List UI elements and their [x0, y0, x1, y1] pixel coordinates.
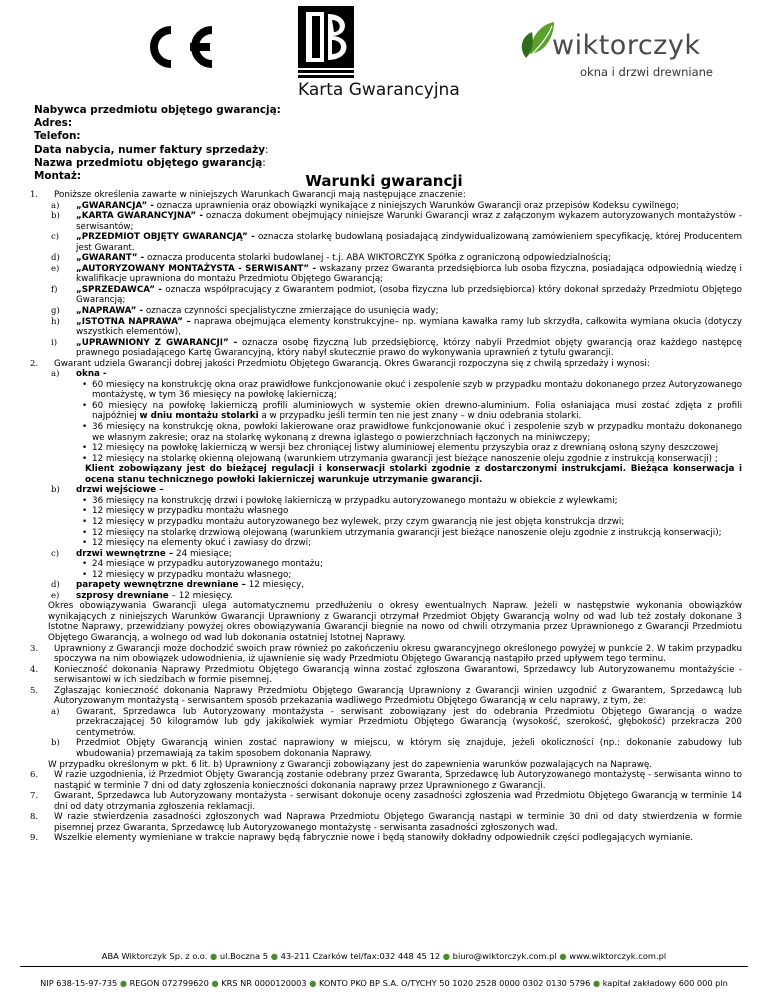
def-h: h) „ISTOTNA NAPRAWA” – naprawa obejmująca elementy konstrukcyjne– np. wymiana kawałka ramy lub skrzydła, całkowita wymiana okucia (dotyczy wszystkich elementów),	[51, 316, 742, 338]
footer-email: biuro@wiktorczyk.com.pl	[452, 951, 557, 961]
list-item: • 12 miesięcy w przypadku montażu autoryzowanego bez wylewek, przy czym gwarancją nie jest objęta konstrukcja drzwi;	[82, 516, 625, 527]
list-item: • 60 miesięcy na konstrukcję okna oraz prawidłowe funkcjonowanie okuć i zespolenie szyb w przypadku montażu dokonanego przez Autoryzowanego montażystę, w tym 36 miesięcy na powłokę lakierniczą;	[82, 379, 742, 401]
windows-heading: a) okna -	[51, 369, 107, 380]
warranty-extension-paragraph: Okres obowiązywania Gwarancji ulega automatycznemu przedłużeniu o okresy ewentualnych Napraw. Jeżeli w następstwie wykonania obowiązków wynikających z niniejszych Warunków Gwarancji Uprawniony z Gwarancji otrzymał Przedmiot Objęty Gwarancją wolny od wad lub też zostały dokonane 3 Istotne Naprawy, przewidziany powyżej okres obowiązywania Gwarancji biegnie na nowo od chwili otrzymania przez Uprawnionego z Gwarancji Przedmiotu Objętego Gwarancją, a wolnego od wad lub dokonania ostatniej Istotnej Naprawy.	[48, 601, 742, 643]
section-9: 9. Wszelkie elementy wymieniane w trakcie naprawy będą fabrycznie nowe i będą stanowiły dokładny odpowiednik części podlegających wymianie.	[30, 833, 694, 844]
section-8: 8. W razie stwierdzenia zasadności zgłoszonych wad Naprawa Przedmiotu Objętego Gwarancją nastąpi w terminie 30 dni od daty stwierdzenia w formie pisemnej przez Gwaranta, Sprzedawcę lub Autoryzowanego montażystę - serwisanta zasadności zgłoszonych wad.	[30, 812, 742, 833]
footer-divider	[20, 966, 748, 967]
sills-heading: d) parapety wewnętrzne drewniane – 12 miesięcy,	[51, 580, 305, 591]
product-name-label: Nazwa przedmiotu objętego gwarancją:	[34, 156, 266, 169]
list-item: • 36 miesięcy na konstrukcję okna, powłoki lakierowane oraz prawidłowe funkcjonowanie okuć i zespolenie szyb w przypadku montażu dokonanego we własnym zakresie; oraz na stolarkę wykonaną z drewna iglastego o powierzchniach łączonych na miniwczepy;	[82, 422, 742, 443]
list-item: • 12 miesięcy na elementy okuć i zawiasy do drzwi;	[82, 538, 312, 549]
section-5-after: W przypadku określonym w pkt. 6 lit. b) Uprawniony z Gwarancji zobowiązany jest do zapewnienia warunków pozwalających na Naprawę.	[48, 759, 653, 770]
footer-company-line: ABA Wiktorczyk Sp. z o.o. ● ul.Boczna 5 ● 43-211 Czarków tel/fax:032 448 45 12 ● biuro@wiktorczyk.com.pl ● www.wiktorczyk.com.pl	[101, 951, 667, 961]
section-2: 2. Gwarant udziela Gwarancji dobrej jakości Przedmiotu Objętego Gwarancją. Okres Gwarancji rozpoczyna się z chwilą sprzedaży i wynosi:	[30, 358, 650, 369]
entrance-doors-heading: b) drzwi wejściowe –	[51, 485, 164, 496]
footer-registry-line: NIP 638-15-97-735 ● REGON 072799620 ● KRS NR 0000120003 ● KONTO PKO BP S.A. O/TYCHY 50 1020 2528 0000 0302 0130 5796 ● kapitał zakładowy 600 000 pln	[40, 978, 728, 988]
section-1: 1. Poniższe określenia zawarte w niniejszych Warunkach Gwarancji mają następujące znaczenie:	[30, 190, 466, 200]
list-item: • 60 miesięcy na powłokę lakierniczą profili aluminiowych w systemie okien drewno-aluminium. Folia osłaniająca musi zostać zdjęta z profili najpóźniej w dniu montażu stolarki a w przypadku jeśli termin ten nie jest znany – w dniu odebrania stolarki.	[82, 400, 742, 422]
header	[0, 0, 768, 100]
maintenance-note: Klient zobowiązany jest do bieżącej regulacji i konserwacji stolarki zgodnie z dostarczonymi instrukcjami. Bieżąca konserwacja i ocena stanu technicznego powłoki lakierniczej warunkuje utrzymanie gwarancji.	[85, 464, 742, 485]
def-a: a) „GWARANCJA” - oznacza uprawnienia oraz obowiązki wynikające z niniejszych Warunków Gwarancji oraz przepisów Kodeksu cywilnego;	[51, 200, 679, 211]
interior-doors-heading: c) drzwi wewnętrzne – 24 miesiące;	[51, 548, 232, 559]
list-item: • 36 miesięcy na konstrukcję drzwi i powłokę lakierniczą w przypadku autoryzowanego montażu w obiekcie z wylewkami;	[82, 495, 618, 506]
def-g: g) „NAPRAWA” - oznacza czynności specjalistyczne zmierzające do usunięcia wady;	[51, 306, 439, 317]
section-4: 4. Konieczność dokonania Naprawy Przedmiotu Objętego Gwarancją winna zostać zgłoszona Gwarantowi, Sprzedawcy lub Autoryzowanemu montażyście - serwisantowi w ich siedzibach w formie pisemnej.	[30, 664, 742, 686]
def-c: c) „PRZEDMIOT OBJĘTY GWARANCJĄ” - oznacza stolarkę budowlaną posiadającą zindywidualizowaną zamówieniem specyfikację, której Producentem jest Gwarant.	[51, 232, 743, 253]
def-b: b) „KARTA GWARANCYJNA” - oznacza dokument obejmujący niniejsze Warunki Gwarancji wraz z załączonym wykazem autoryzowanych montażystów - serwisantów;	[51, 211, 742, 232]
phone-label: Telefon:	[34, 130, 81, 143]
list-item: • 12 miesięcy w przypadku montażu własnego	[82, 506, 289, 517]
section-6: 6. W razie uzgodnienia, iż Przedmiot Objęty Gwarancją zostanie odebrany przez Gwaranta, Sprzedawcę lub Autoryzowanego montażystę - serwisanta winno to nastąpić w terminie 7 dni od daty zgłoszenia konieczności dokonania naprawy przez Uprawnionego z Gwarancji.	[30, 770, 742, 791]
list-item: • 12 miesięcy na powłokę lakierniczą w wersji bez chroniącej listwy aluminiowej elementu przyszybia oraz z drewnianą osłoną szyny deszczowej	[82, 443, 719, 454]
installation-label: Montaż:	[34, 170, 82, 183]
purchase-date-label: Data nabycia, numer faktury sprzedaży:	[34, 143, 269, 156]
list-item: • 12 miesięcy w przypadku montażu własnego;	[82, 569, 292, 580]
list-item: • 24 miesiące w przypadku autoryzowanego montażu;	[82, 559, 323, 570]
buyer-name-label: Nabywca przedmiotu objętego gwarancją:	[34, 104, 281, 116]
def-f: f) „SPRZEDAWCA” - oznacza współpracujący z Gwarantem podmiot, (osoba fizyczna lub przedsiębiorca) który dokonał sprzedaży Przedmiotu Objętego Gwarancją;	[51, 284, 742, 306]
list-item: • 12 miesięcy na stolarkę okienną olejowaną (warunkiem utrzymania gwarancji jest bieżące nanoszenie oleju zgodnie z instrukcją konserwacji) ;	[82, 453, 718, 464]
bw-monogram-logo-icon	[298, 6, 354, 78]
ce-mark-icon	[138, 22, 216, 72]
section-5: 5. Zgłaszając konieczność dokonania Naprawy Przedmiotu Objętego Gwarancją Uprawniony z Gwarancji winien uzgodnić z Gwarantem, Sprzedawcą lub Autoryzowanym montażystą - serwisantem sposób przekazania wadliwego Przedmiotu Objętego Gwarancją w celu naprawy, z tym, że:	[30, 685, 742, 707]
footer-website: www.wiktorczyk.com.pl	[569, 951, 667, 961]
section-7: 7. Gwarant, Sprzedawca lub Autoryzowany montażysta - serwisant dokonuje oceny zasadności zgłoszenia wad Przedmiotu Objętego Gwarancją w terminie 14 dni od daty otrzymania zgłoszenia reklamacji.	[30, 791, 742, 812]
brand-tagline: okna i drzwi drewniane	[580, 65, 714, 79]
terms-body	[30, 190, 742, 844]
section-5-a: a) Gwarant, Sprzedawca lub Autoryzowany montażysta - serwisant zobowiązany jest do odebrania Przedmiotu Objętego Gwarancją o wadze przekraczającej 50 kilogramów lub gdy jakikolwiek wymiar Przedmiotu Objętego Gwarancją (wysokość, szerokość, głębokość) przekracza 200 centymetrów.	[51, 706, 742, 738]
terms-title: Warunki gwarancji	[305, 172, 463, 190]
glazing-bars-heading: e) szprosy drewniane – 12 miesięcy.	[51, 590, 233, 601]
card-title: Karta Gwarancyjna	[298, 80, 460, 100]
def-d: d) „GWARANT” - oznacza producenta stolarki budowlanej - t.j. ABA WIKTORCZYK Spółka z ograniczoną odpowiedzialnością;	[51, 253, 612, 264]
section-5-b: b) Przedmiot Objęty Gwarancją winien zostać naprawiony w miejscu, w którym się znajduje, jeżeli okoliczności (np.: dokonanie zabudowy lub wbudowania) przemawiają za takim sposobem dokonania Naprawy.	[51, 738, 742, 759]
list-item: • 12 miesięcy na stolarkę drzwiową olejowaną (warunkiem utrzymania gwarancji jest bieżące nanoszenie oleju zgodnie z instrukcją konserwacji);	[82, 527, 722, 538]
address-label: Adres:	[34, 117, 72, 130]
def-e: e) „AUTORYZOWANY MONTAŻYSTA - SERWISANT” - wskazany przez Gwaranta przedsiębiorca lub osoba fizyczna, posiadająca odpowiednią wiedzę i kwalifikacje uprawniona do montażu Przedmiotu Objętego Gwarancją;	[51, 263, 742, 285]
brand-name: wiktorczyk	[552, 30, 701, 61]
def-i: i) „UPRAWNIONY Z GWARANCJI” - oznacza osobę fizyczną lub przedsiębiorcę, którzy nabyli Przedmiot objęty gwarancją oraz każdego następcę prawnego posiadającego Kartę Gwarancyjną, który nabył skutecznie prawo do wykonywania uprawnień z tytułu gwarancji.	[51, 337, 742, 359]
section-3: 3. Uprawniony z Gwarancji może dochodzić swoich praw również po zakończeniu okresu gwarancyjnego określonego powyżej w punkcie 2. W takim przypadku spoczywa na nim obowiązek udowodnienia, iż ujawnienie się wady Przedmiotu Objętego Gwarancją nastąpiło przed upływem tego terminu.	[30, 643, 742, 665]
